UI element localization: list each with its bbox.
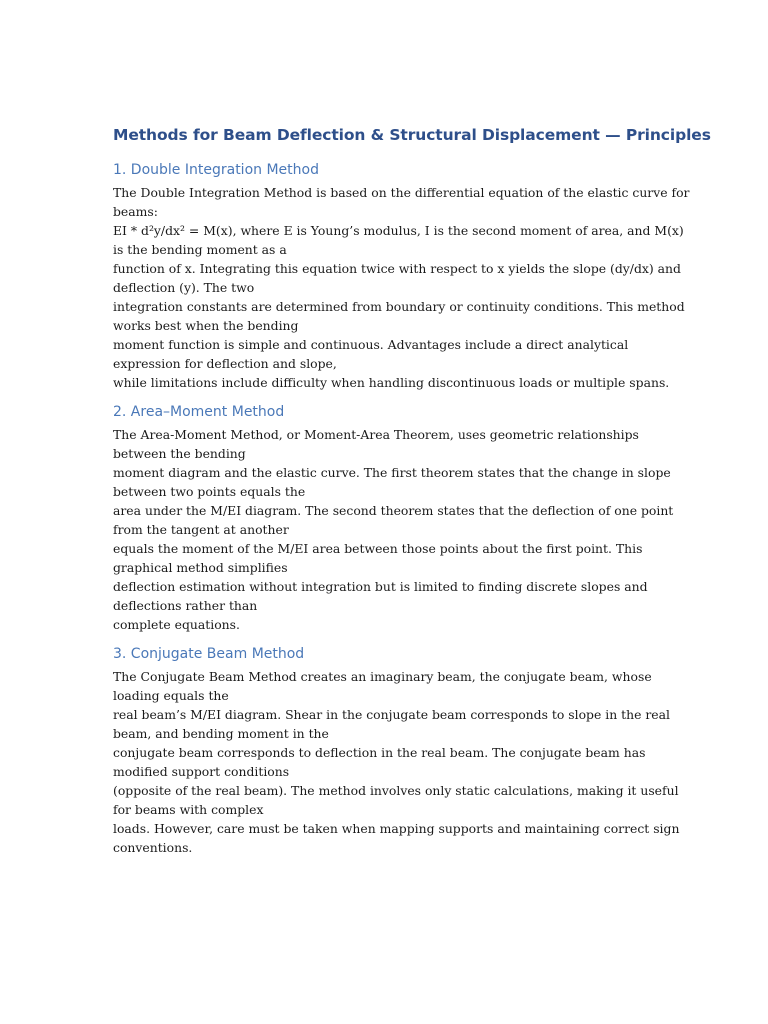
section-double-integration — [113, 160, 690, 392]
text-line: The Double Integration Method is based on the differential equation of the elastic curve for — [113, 185, 690, 200]
text-line: while limitations include difficulty when handling discontinuous loads or multiple spans. — [113, 375, 670, 390]
section-body — [113, 183, 690, 392]
text-line: real beam’s M/EI diagram. Shear in the conjugate beam corresponds to slope in the real — [113, 707, 670, 722]
text-line: is the bending moment as a — [113, 242, 287, 257]
text-line: deflections rather than — [113, 598, 258, 613]
text-line: area under the M/EI diagram. The second theorem states that the deflection of one point — [113, 503, 674, 518]
text-line: equals the moment of the M/EI area between those points about the first point. This — [113, 541, 643, 556]
text-line: (opposite of the real beam). The method involves only static calculations, making it useful — [113, 783, 679, 798]
text-line: loads. However, care must be taken when mapping supports and maintaining correct sign — [113, 821, 680, 836]
text-line: beams: — [113, 204, 158, 219]
document-page — [113, 124, 711, 867]
text-line: conjugate beam corresponds to deflection in the real beam. The conjugate beam has — [113, 745, 646, 760]
text-line: moment function is simple and continuous. Advantages include a direct analytical — [113, 337, 629, 352]
section-body — [113, 667, 680, 857]
text-line: function of x. Integrating this equation twice with respect to x yields the slope (dy/dx) and — [113, 261, 681, 276]
text-line: conventions. — [113, 840, 193, 855]
text-line: moment diagram and the elastic curve. The first theorem states that the change in slope — [113, 465, 671, 480]
section-area-moment — [113, 402, 674, 634]
text-line: loading equals the — [113, 688, 229, 703]
section-conjugate-beam — [113, 644, 680, 857]
text-line: complete equations. — [113, 617, 240, 632]
section-heading: 2. Area–Moment Method — [113, 404, 285, 420]
text-line: The Conjugate Beam Method creates an imaginary beam, the conjugate beam, whose — [113, 669, 652, 684]
text-line: expression for deflection and slope, — [113, 356, 337, 371]
text-line: deflection (y). The two — [113, 280, 255, 295]
text-line: between the bending — [113, 446, 246, 461]
document-title: Methods for Beam Deflection & Structural Displacement — Principles — [113, 126, 711, 144]
text-line: deflection estimation without integration but is limited to finding discrete slopes and — [113, 579, 648, 594]
text-line: graphical method simplifies — [113, 560, 288, 575]
text-line: beam, and bending moment in the — [113, 726, 329, 741]
text-line: The Area-Moment Method, or Moment-Area Theorem, uses geometric relationships — [113, 427, 639, 442]
section-heading: 1. Double Integration Method — [113, 162, 319, 178]
text-line: from the tangent at another — [113, 522, 289, 537]
section-body — [113, 425, 674, 634]
text-line: integration constants are determined from boundary or continuity conditions. This method — [113, 299, 685, 314]
text-line: EI * d²y/dx² = M(x), where E is Young’s modulus, I is the second moment of area, and M(x) — [113, 223, 684, 238]
text-line: between two points equals the — [113, 484, 306, 499]
text-line: modified support conditions — [113, 764, 290, 779]
text-line: for beams with complex — [113, 802, 264, 817]
section-heading: 3. Conjugate Beam Method — [113, 646, 305, 662]
text-line: works best when the bending — [113, 318, 299, 333]
